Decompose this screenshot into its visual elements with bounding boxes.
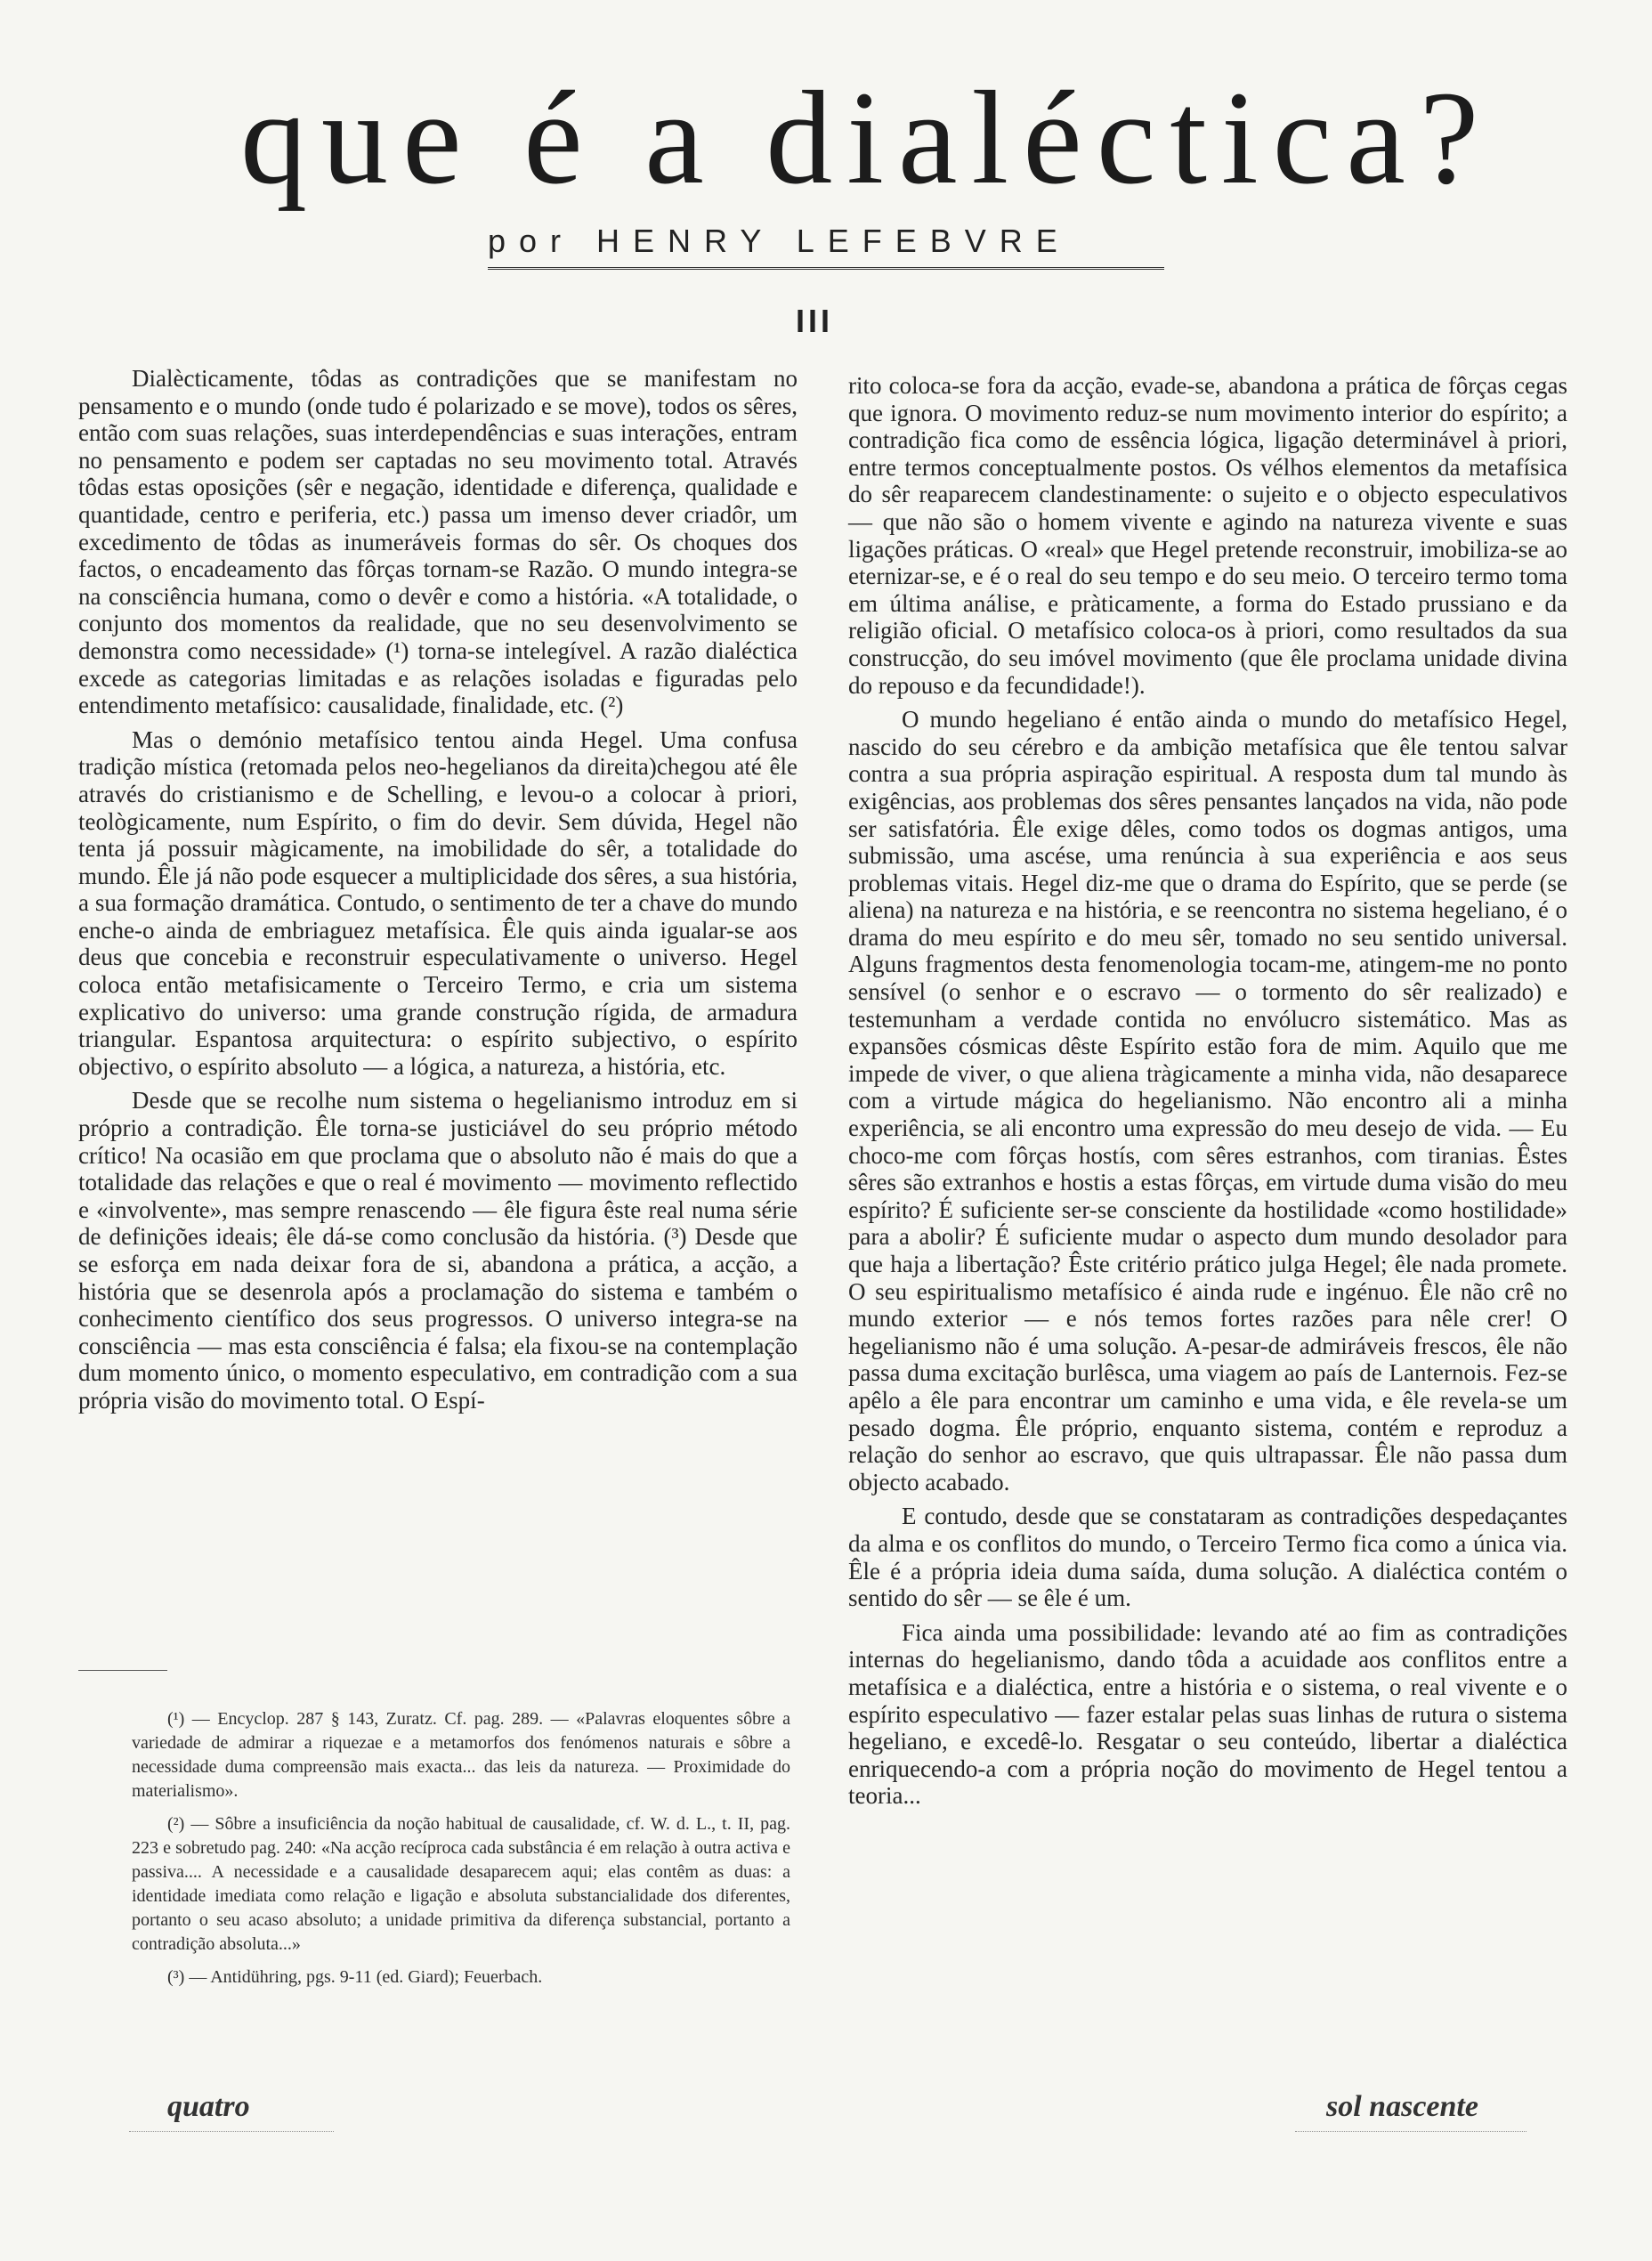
paragraph: E contudo, desde que se constataram as contradições despedaçantes da alma e os conflitos do mundo, o Terceiro Termo fica como a única via. Êle é a própria ideia duma saída, duma solução. A dialéctica contém o sentido do sêr — se êle é um. (848, 1503, 1567, 1612)
publication-name: sol nascente (1326, 2090, 1478, 2123)
byline: por HENRY LEFEBVRE (488, 223, 1071, 259)
footnote: (²) — Sôbre a insuficiência da noção habitual de causalidade, cf. W. d. L., t. II, pag. 223 e sobretudo pag. 240: «Na acção recíproca cada substância é em relação à outra activa e passiva.... A necessidade e a causalidade desaparecem aqui; elas contêm as duas: a identidade imediata como relação e ligação e absoluta substancialidade dos diferentes, portanto o seu acaso absoluto; a unidade primitiva da diferença substancial, portanto a contradição absoluta...» (132, 1814, 790, 1954)
paragraph: Desde que se recolhe num sistema o hegelianismo introduz em si próprio a contradição. Êle torna-se justiciável do seu próprio método crítico! Na ocasião em que proclama que o absoluto não é mais do que a totalidade das relações e que o real é movimento — movimento reflectido e «involvente», mas sempre renascendo — êle figura êste real numa série de definições ideais; êle dá-se como conclusão da história. (³) Desde que se esforça em nada deixar fora de si, abandona a prática, a acção, a história que se desenrola após a proclamação do sistema e também o conhecimento científico dos seus progressos. O universo integra-se na consciência — mas esta consciência é falsa; ela fixou-se na contemplação dum momento único, o momento especulativo, em contradição com a sua própria visão do movimento total. O Espí- (78, 1087, 798, 1414)
footnote: (³) — Antidühring, pgs. 9-11 (ed. Giard); Feuerbach. (167, 1967, 543, 1987)
article-title: que é a dialéctica? (240, 64, 1494, 212)
page-number: quatro (167, 2090, 250, 2123)
paragraph: Mas o demónio metafísico tentou ainda Hegel. Uma confusa tradição mística (retomada pelos neo-hegelianos da direita)chegou até êle através do cristianismo e de Schelling, e levou-o a colocar à priori, teològicamente, num Espírito, o fim do devir. Sem dúvida, Hegel não tenta já possuir màgicamente, na imobilidade do sêr, a totalidade do mundo. Êle já não pode esquecer a multiplicidade dos sêres, a sua história, a sua formação dramática. Contudo, o sentimento de ter a chave do mundo enche-o ainda de embriaguez metafísica. Êle quis ainda igualar-se aos deus que concebia e reconstruir especulativamente o universo. Hegel coloca então metafisicamente o Terceiro Termo, e cria um sistema explicativo do universo: uma grande construção rígida, de armadura triangular. Espantosa arquitectura: o espírito subjectivo, o espírito objectivo, o espírito absoluto — a lógica, a natureza, a história, etc. (78, 725, 798, 1080)
right-column (848, 372, 1567, 1817)
footnote-rule (78, 1670, 167, 1671)
part-number: III (795, 303, 833, 339)
footnote: (¹) — Encyclop. 287 § 143, Zuratz. Cf. pag. 289. — «Palavras eloquentes sôbre a variedade de admirar a riquezae e a metamorfos dos fenómenos naturais e sôbre a necessidade duma compreensão mais exacta... das leis da natureza. — Proximidade do materialismo». (132, 1709, 790, 1801)
paragraph: Dialècticamente, tôdas as contradições que se manifestam no pensamento e o mundo (onde tudo é polarizado e se move), todos os sêres, então com suas relações, suas interdependências e suas interações, entram no pensamento e podem ser captadas no seu movimento total. Através tôdas estas oposições (sêr e negação, identidade e diferença, qualidade e quantidade, centro e periferia, etc.) passa um imenso dever criadôr, um excedimento de tôdas as inumeráveis formas do sêr. Os choques dos factos, o encadeamento das fôrças tornam-se Razão. O mundo integra-se na consciência humana, como o devêr e como a história. «A totalidade, o conjunto dos momentos da realidade, que no seu desenvolvimento se demonstra como necessidade» (¹) torna-se intelegível. A razão dialéctica excede as categorias limitadas e as relações isoladas e figuradas pelo entendimento metafísico: causalidade, finalidade, etc. (²) (78, 365, 798, 719)
byline-rule (488, 267, 1164, 270)
paragraph: Fica ainda uma possibilidade: levando até ao fim as contradições internas do hegelianismo, dando tôda a acuidade aos conflitos entre a metafísica e a dialéctica, entre a história e o sistema, o real vivente e o espírito especulativo — fazer estalar pelas suas linhas de rutura o sistema hegeliano, e excedê-lo. Resgatar o seu conteúdo, libertar a dialéctica enriquecendo-a com a própria noção do movimento de Hegel tentou a teoria... (848, 1618, 1567, 1810)
footer-rule (1295, 2131, 1526, 2132)
paragraph: O mundo hegeliano é então ainda o mundo do metafísico Hegel, nascido do seu cérebro e da ambição metafísica que êle tentou salvar contra a sua própria aspiração espiritual. A resposta dum tal mundo às exigências, aos problemas dos sêres pensantes lançados na vida, não pode ser satisfatória. Êle exige dêles, como todos os dogmas antigos, uma submissão, uma ascése, uma renúncia à sua experiência e aos seus problemas vitais. Hegel diz-me que o drama do Espírito, que se perde (se aliena) na natureza e na história, e se reencontra no sistema hegeliano, é o drama do meu espírito e do meu sêr, tomado no seu sentido universal. Alguns fragmentos desta fenomenologia tocam-me, atingem-me no ponto sensível (o senhor e o escravo — o tormento do sêr realizado) e testemunham a verdade contida no envólucro sistemático. Mas as expansões cósmicas dêste Espírito estão fora de mim. Aquilo que me impede de viver, o que aliena tràgicamente a minha vida, não desaparece com a virtude mágica do hegelianismo. Não encontro ali a minha experiência, se ali encontro uma expressão do meu desejo de vida. — Eu choco-me com fôrças hostís, com sêres estranhos, com tiranias. Êstes sêres são extranhos e hostis a estas fôrças, em virtude duma visão do meu espírito? É suficiente ser-se consciente da hostilidade «como hostilidade» para a abolir? É suficiente mudar o aspecto dum mundo desolador para que haja a libertação? Êste critério prático julga Hegel; êle nada promete. O seu espiritualismo metafísico é ainda rude e ingénuo. Êle não crê no mundo exterior — e nós temos fortes razões para nêle crer! O hegelianismo não é uma solução. A-pesar-de admiráveis frescos, êle não passa duma excitação burlêsca, uma viagem ao país de Lanternois. Fez-se apêlo a êle para encontrar um caminho e uma vida, e êle revela-se um pesado dogma. Êle próprio, enquanto sistema, contém e reproduz a relação do senhor ao escravo, que quis ultrapassar. Êle não passa dum objecto acabado. (848, 706, 1567, 1495)
footnotes (132, 1707, 790, 1998)
footer-rule (129, 2131, 334, 2132)
paragraph: rito coloca-se fora da acção, evade-se, abandona a prática de fôrças cegas que ignora. O movimento reduz-se num movimento interior do espírito; a contradição fica como de essência lógica, ligação determinável à priori, entre termos conceptualmente postos. Os vélhos elementos da metafísica do sêr reaparecem clandestinamente: o sujeito e o objecto especulativos — que não são o homem vivente e agindo na natureza vivente e suas ligações práticas. O «real» que Hegel pretende reconstruir, imobiliza-se ao eternizar-se, e é o real do seu tempo e do seu meio. O terceiro termo toma em última análise, e pràticamente, a forma do Estado prussiano e da religião oficial. O metafísico coloca-os à priori, como resultados da sua construcção, do seu imóvel movimento (que êle proclama unidade divina do repouso e da fecundidade!). (848, 372, 1567, 699)
left-column (78, 365, 798, 1422)
